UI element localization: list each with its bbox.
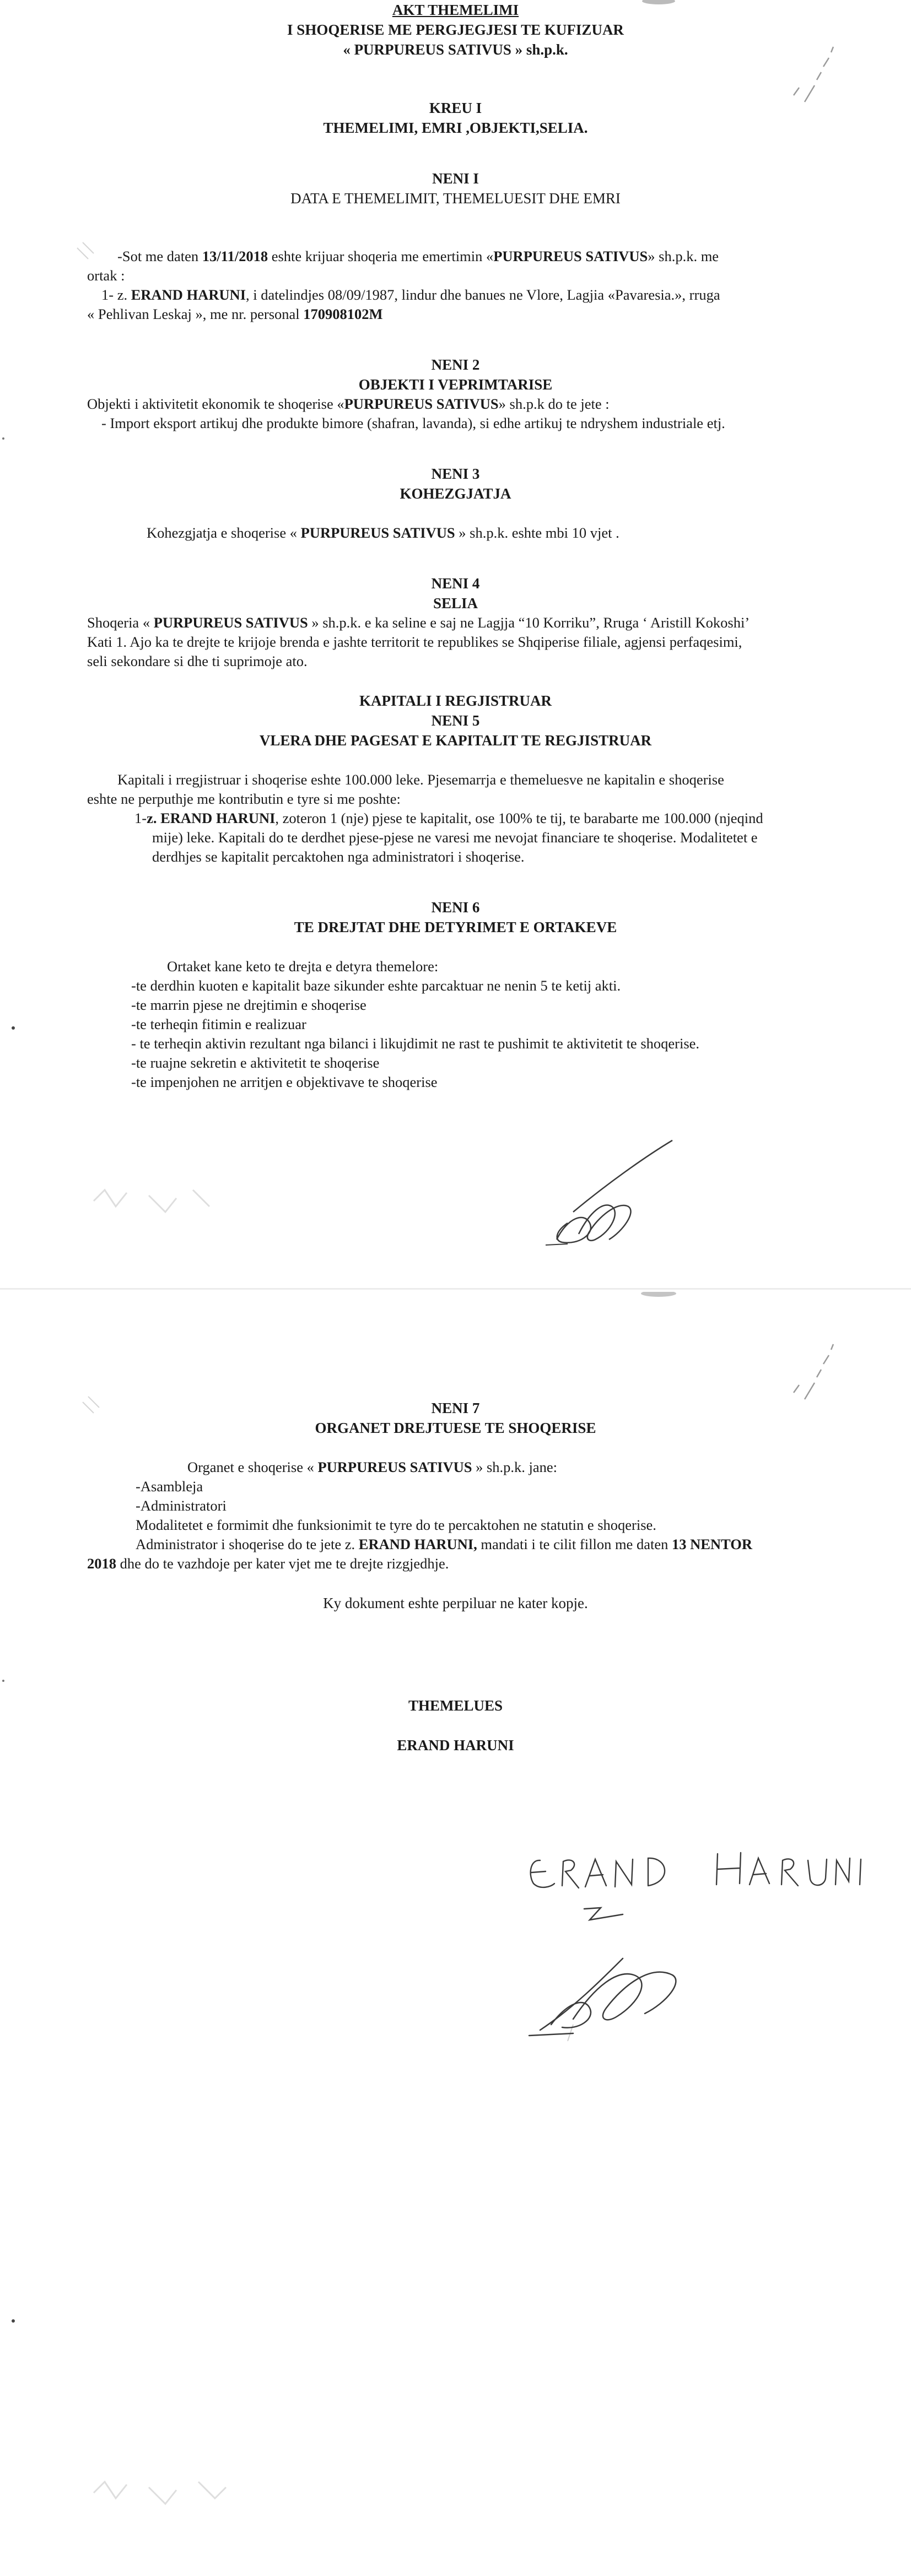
neni6-list-item: -te terheqin fitimin e realizuar (131, 1016, 306, 1032)
scan-smudge-bottom (83, 2460, 248, 2520)
neni7-organ: -Asambleja (136, 1478, 203, 1495)
neni5-paragraph-line: mije) leke. Kapitali do te derdhet pjese-pjese ne varesi me nevojat financiare te shoqerise. Modalitetet e (152, 829, 758, 846)
scan-dot (10, 2318, 18, 2325)
neni3-title: KOHEZGJATJA (400, 485, 511, 502)
document-subtitle: I SHOQERISE ME PERGJEGJESI TE KUFIZUAR (287, 21, 624, 38)
neni4-paragraph: Shoqeria « PURPUREUS SATIVUS » sh.p.k. e ka seline e saj ne Lagjja “10 Korriku”, Rruga ‘ Aristill Kokoshi’ (87, 614, 750, 631)
page1-text (0, 0, 911, 1092)
neni7-mandate: 2018 dhe do te vazhdoje per kater vjet me te drejte rizgjedhje. (87, 1555, 449, 1572)
neni5-paragraph-line: eshte ne perputhje me kontributin e tyre si me poshte: (87, 791, 401, 807)
neni7-title: ORGANET DREJTUESE TE SHOQERISE (315, 1420, 596, 1436)
neni2-body (87, 394, 820, 433)
signature-founder-page1 (507, 1135, 683, 1251)
neni4-paragraph-line: Kati 1. Ajo ka te drejte te krijoje brenda e jashte territorit te republikes se Shqiperise filiale, agjensi perfaqesimi, (87, 634, 742, 650)
neni1-founder-id: « Pehlivan Leskaj », me nr. personal 170908102M (87, 306, 383, 322)
neni3-heading: NENI 3 (431, 466, 480, 482)
founder-label: THEMELUES (408, 1697, 503, 1714)
neni6-intro: Ortaket kane keto te drejta e detyra themelore: (167, 958, 439, 975)
handwritten-name (524, 1837, 871, 1898)
neni4-body (87, 613, 820, 671)
page-separator (0, 1288, 911, 1290)
founder-name: ERAND HARUNI (397, 1737, 514, 1754)
neni1-body (87, 247, 820, 324)
neni4-heading: NENI 4 (431, 575, 480, 592)
neni2-heading: NENI 2 (431, 356, 480, 373)
neni5-founder-share: 1-z. ERAND HARUNI, zoteron 1 (nje) pjese te kapitalit, ose 100% te tij, te barabarte me 100.000 (njeqind (134, 810, 763, 826)
neni7-paragraph: Modalitetet e formimit dhe funksionimit te tyre do te percaktohen ne statutin e shoqerise. (136, 1517, 656, 1533)
scan-smudge-bottom (83, 1168, 226, 1229)
neni5-paragraph: Kapitali i rregjistruar i shoqerise eshte 100.000 leke. Pjesemarrja e themeluesve ne kapitalin e shoqerise (117, 771, 724, 788)
signature-founder-page2 (507, 1898, 705, 2041)
neni3-body (87, 523, 820, 543)
neni1-line: ortak : (87, 267, 125, 284)
neni4-paragraph-line: seli sekondare si dhe ti suprimoje ato. (87, 653, 308, 669)
neni6-heading: NENI 6 (431, 899, 480, 916)
neni7-intro: Organet e shoqerise « PURPUREUS SATIVUS » sh.p.k. jane: (187, 1459, 558, 1475)
kapitali-heading: KAPITALI I REGJISTRUAR (359, 692, 552, 709)
closing-statement: Ky dokument eshte perpiluar ne kater kopje. (323, 1595, 588, 1611)
neni6-list-item: -te impenjohen ne arritjen e objektivave te shoqerise (131, 1074, 438, 1090)
neni7-body (87, 1458, 820, 1573)
neni1-paragraph: -Sot me daten 13/11/2018 eshte krijuar shoqeria me emertimin «PURPUREUS SATIVUS» sh.p.k. me (117, 248, 719, 264)
kreu-heading: KREU I (429, 100, 482, 116)
neni5-paragraph-line: derdhjes se kapitalit percaktohen nga administratori i shoqerise. (152, 848, 525, 865)
company-name-heading: « PURPUREUS SATIVUS » sh.p.k. (343, 41, 568, 58)
neni2-paragraph: Objekti i aktivitetit ekonomik te shoqerise «PURPUREUS SATIVUS» sh.p.k do te jete : (87, 396, 610, 412)
neni4-title: SELIA (433, 595, 478, 611)
neni6-list-item: -te marrin pjese ne drejtimin e shoqerise (131, 997, 366, 1013)
neni6-list-item: -te ruajne sekretin e aktivitetit te shoqerise (131, 1054, 380, 1071)
kreu-title: THEMELIMI, EMRI ,OBJEKTI,SELIA. (323, 120, 588, 136)
neni1-title: DATA E THEMELIMIT, THEMELUESIT DHE EMRI (290, 190, 621, 207)
neni5-heading: NENI 5 (431, 712, 480, 729)
neni6-list-item: -te derdhin kuoten e kapitalit baze sikunder eshte parcaktuar ne nenin 5 te ketij akti. (131, 977, 621, 994)
neni2-title: OBJEKTI I VEPRIMTARISE (358, 376, 553, 393)
neni6-title: TE DREJTAT DHE DETYRIMET E ORTAKEVE (294, 919, 617, 935)
neni5-title: VLERA DHE PAGESAT E KAPITALIT TE REGJISTRUAR (259, 732, 652, 749)
neni2-item: - Import eksport artikuj dhe produkte bimore (shafran, lavanda), si edhe artikuj te ndryshem industriale etj. (101, 415, 725, 431)
neni1-heading: NENI I (432, 170, 479, 187)
neni7-administrator: Administrator i shoqerise do te jete z. ERAND HARUNI, mandati i te cilit fillon me daten 13 NENTOR (136, 1536, 752, 1552)
page2-text (0, 1295, 911, 1755)
neni3-paragraph: Kohezgjatja e shoqerise « PURPUREUS SATIVUS » sh.p.k. eshte mbi 10 vjet . (147, 524, 619, 541)
document-title: AKT THEMELIMI (392, 2, 519, 18)
neni1-founder-line: 1- z. ERAND HARUNI, i datelindjes 08/09/1987, lindur dhe banues ne Vlore, Lagjia «Pavaresia.», rruga (101, 286, 720, 303)
neni7-heading: NENI 7 (431, 1400, 480, 1416)
neni5-body (87, 770, 820, 867)
neni6-body (87, 957, 820, 1092)
neni7-organ: -Administratori (136, 1497, 227, 1514)
neni6-list-item: - te terheqin aktivin rezultant nga bilanci i likujdimit ne rast te pushimit te aktivitetit te shoqerise. (131, 1035, 700, 1052)
